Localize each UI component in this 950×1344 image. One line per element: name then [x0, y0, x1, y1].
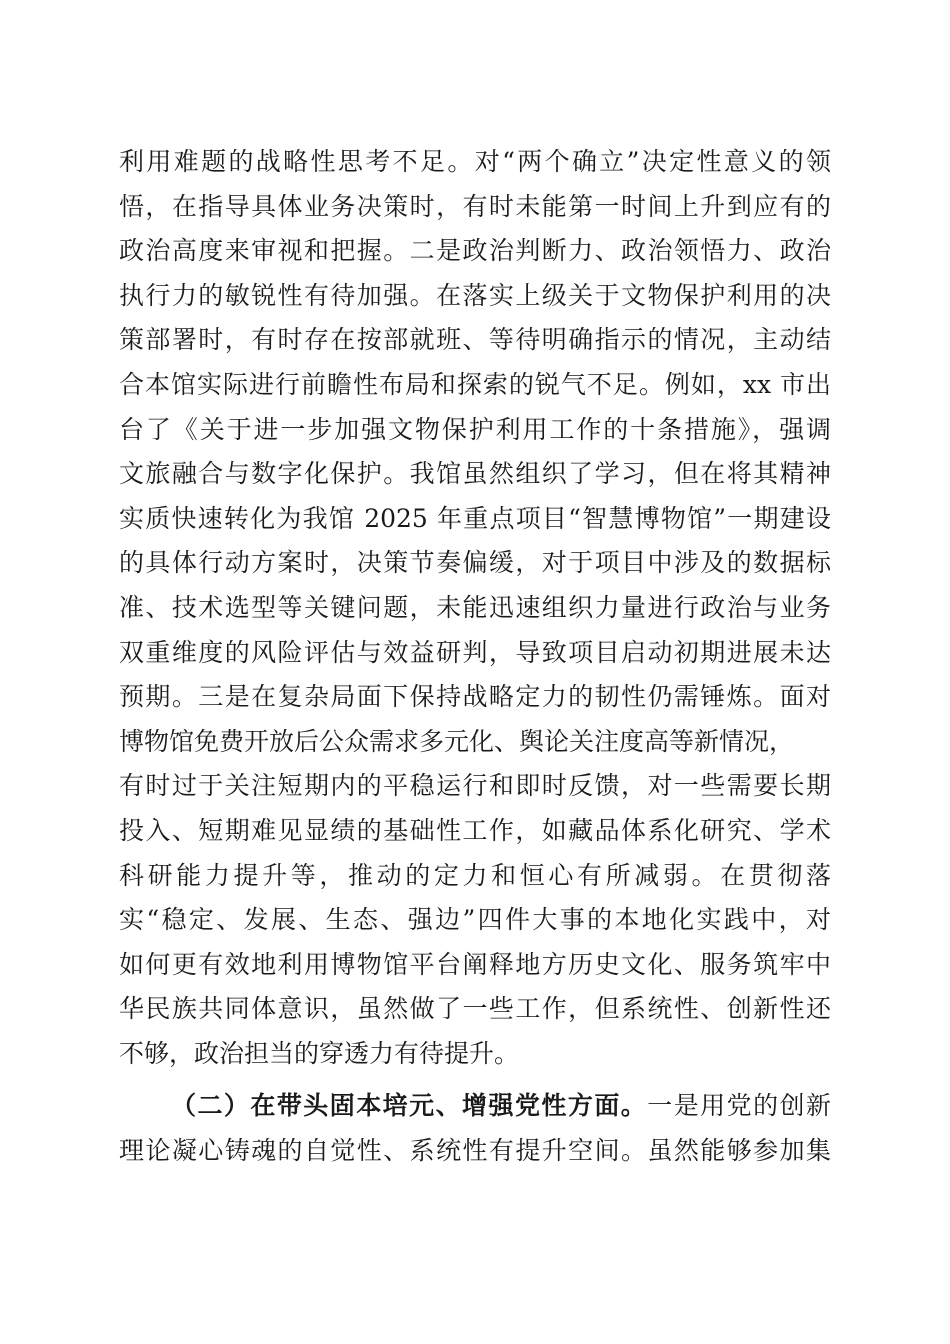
paragraph-line: 实质快速转化为我馆 2025 年重点项目“智慧博物馆”一期建设	[119, 503, 831, 533]
paragraph-line: 实“稳定、发展、生态、强边”四件大事的本地化实践中，对	[119, 905, 831, 935]
paragraph-line: 不够，政治担当的穿透力有待提升。	[119, 1038, 520, 1068]
paragraph-line: 预期。三是在复杂局面下保持战略定力的韧性仍需锤炼。面对	[119, 682, 831, 712]
section-heading-line	[119, 1084, 831, 1129]
paragraph-line: 博物馆免费开放后公众需求多元化、舆论关注度高等新情况，	[119, 726, 795, 756]
section-heading: （二）在带头固本培元、增强党性方面。	[171, 1091, 648, 1121]
paragraph-line: 华民族共同体意识，虽然做了一些工作，但系统性、创新性还	[119, 994, 831, 1024]
paragraph-line: 的具体行动方案时，决策节奏偏缓，对于项目中涉及的数据标	[119, 548, 831, 578]
paragraph-line: 文旅融合与数字化保护。我馆虽然组织了学习，但在将其精神	[119, 459, 831, 489]
paragraph-line: 投入、短期难见显绩的基础性工作，如藏品体系化研究、学术	[119, 815, 831, 845]
paragraph-line: 台了《关于进一步加强文物保护利用工作的十条措施》，强调	[119, 414, 831, 444]
paragraph-line: 科研能力提升等，推动的定力和恒心有所减弱。在贯彻落	[119, 860, 831, 890]
paragraph-gap	[119, 1076, 831, 1084]
paragraph-line: 准、技术选型等关键问题，未能迅速组织力量进行政治与业务	[119, 592, 831, 622]
paragraph-line: 利用难题的战略性思考不足。对“两个确立”决定性意义的领	[119, 147, 831, 176]
paragraph-line: 有时过于关注短期内的平稳运行和即时反馈，对一些需要长期	[119, 771, 831, 801]
paragraph-line: 合本馆实际进行前瞻性布局和探索的锐气不足。例如，xx 市出	[119, 369, 831, 399]
paragraph-line: 政治高度来审视和把握。二是政治判断力、政治领悟力、政治	[119, 236, 831, 266]
paragraph-line: 悟，在指导具体业务决策时，有时未能第一时间上升到应有的	[119, 191, 831, 221]
paragraph-line: 双重维度的风险评估与效益研判，导致项目启动初期进展未达	[119, 637, 831, 667]
paragraph-line: 如何更有效地利用博物馆平台阐释地方历史文化、服务筑牢中	[119, 949, 831, 979]
section-heading-continuation: 一是用党的创新	[647, 1091, 831, 1121]
paragraph-line: 理论凝心铸魂的自觉性、系统性有提升空间。虽然能够参加集	[119, 1136, 831, 1166]
paragraph-line: 执行力的敏锐性有待加强。在落实上级关于文物保护利用的决	[119, 280, 831, 310]
document-body	[119, 140, 831, 1174]
paragraph-line: 策部署时，有时存在按部就班、等待明确指示的情况，主动结	[119, 325, 831, 355]
